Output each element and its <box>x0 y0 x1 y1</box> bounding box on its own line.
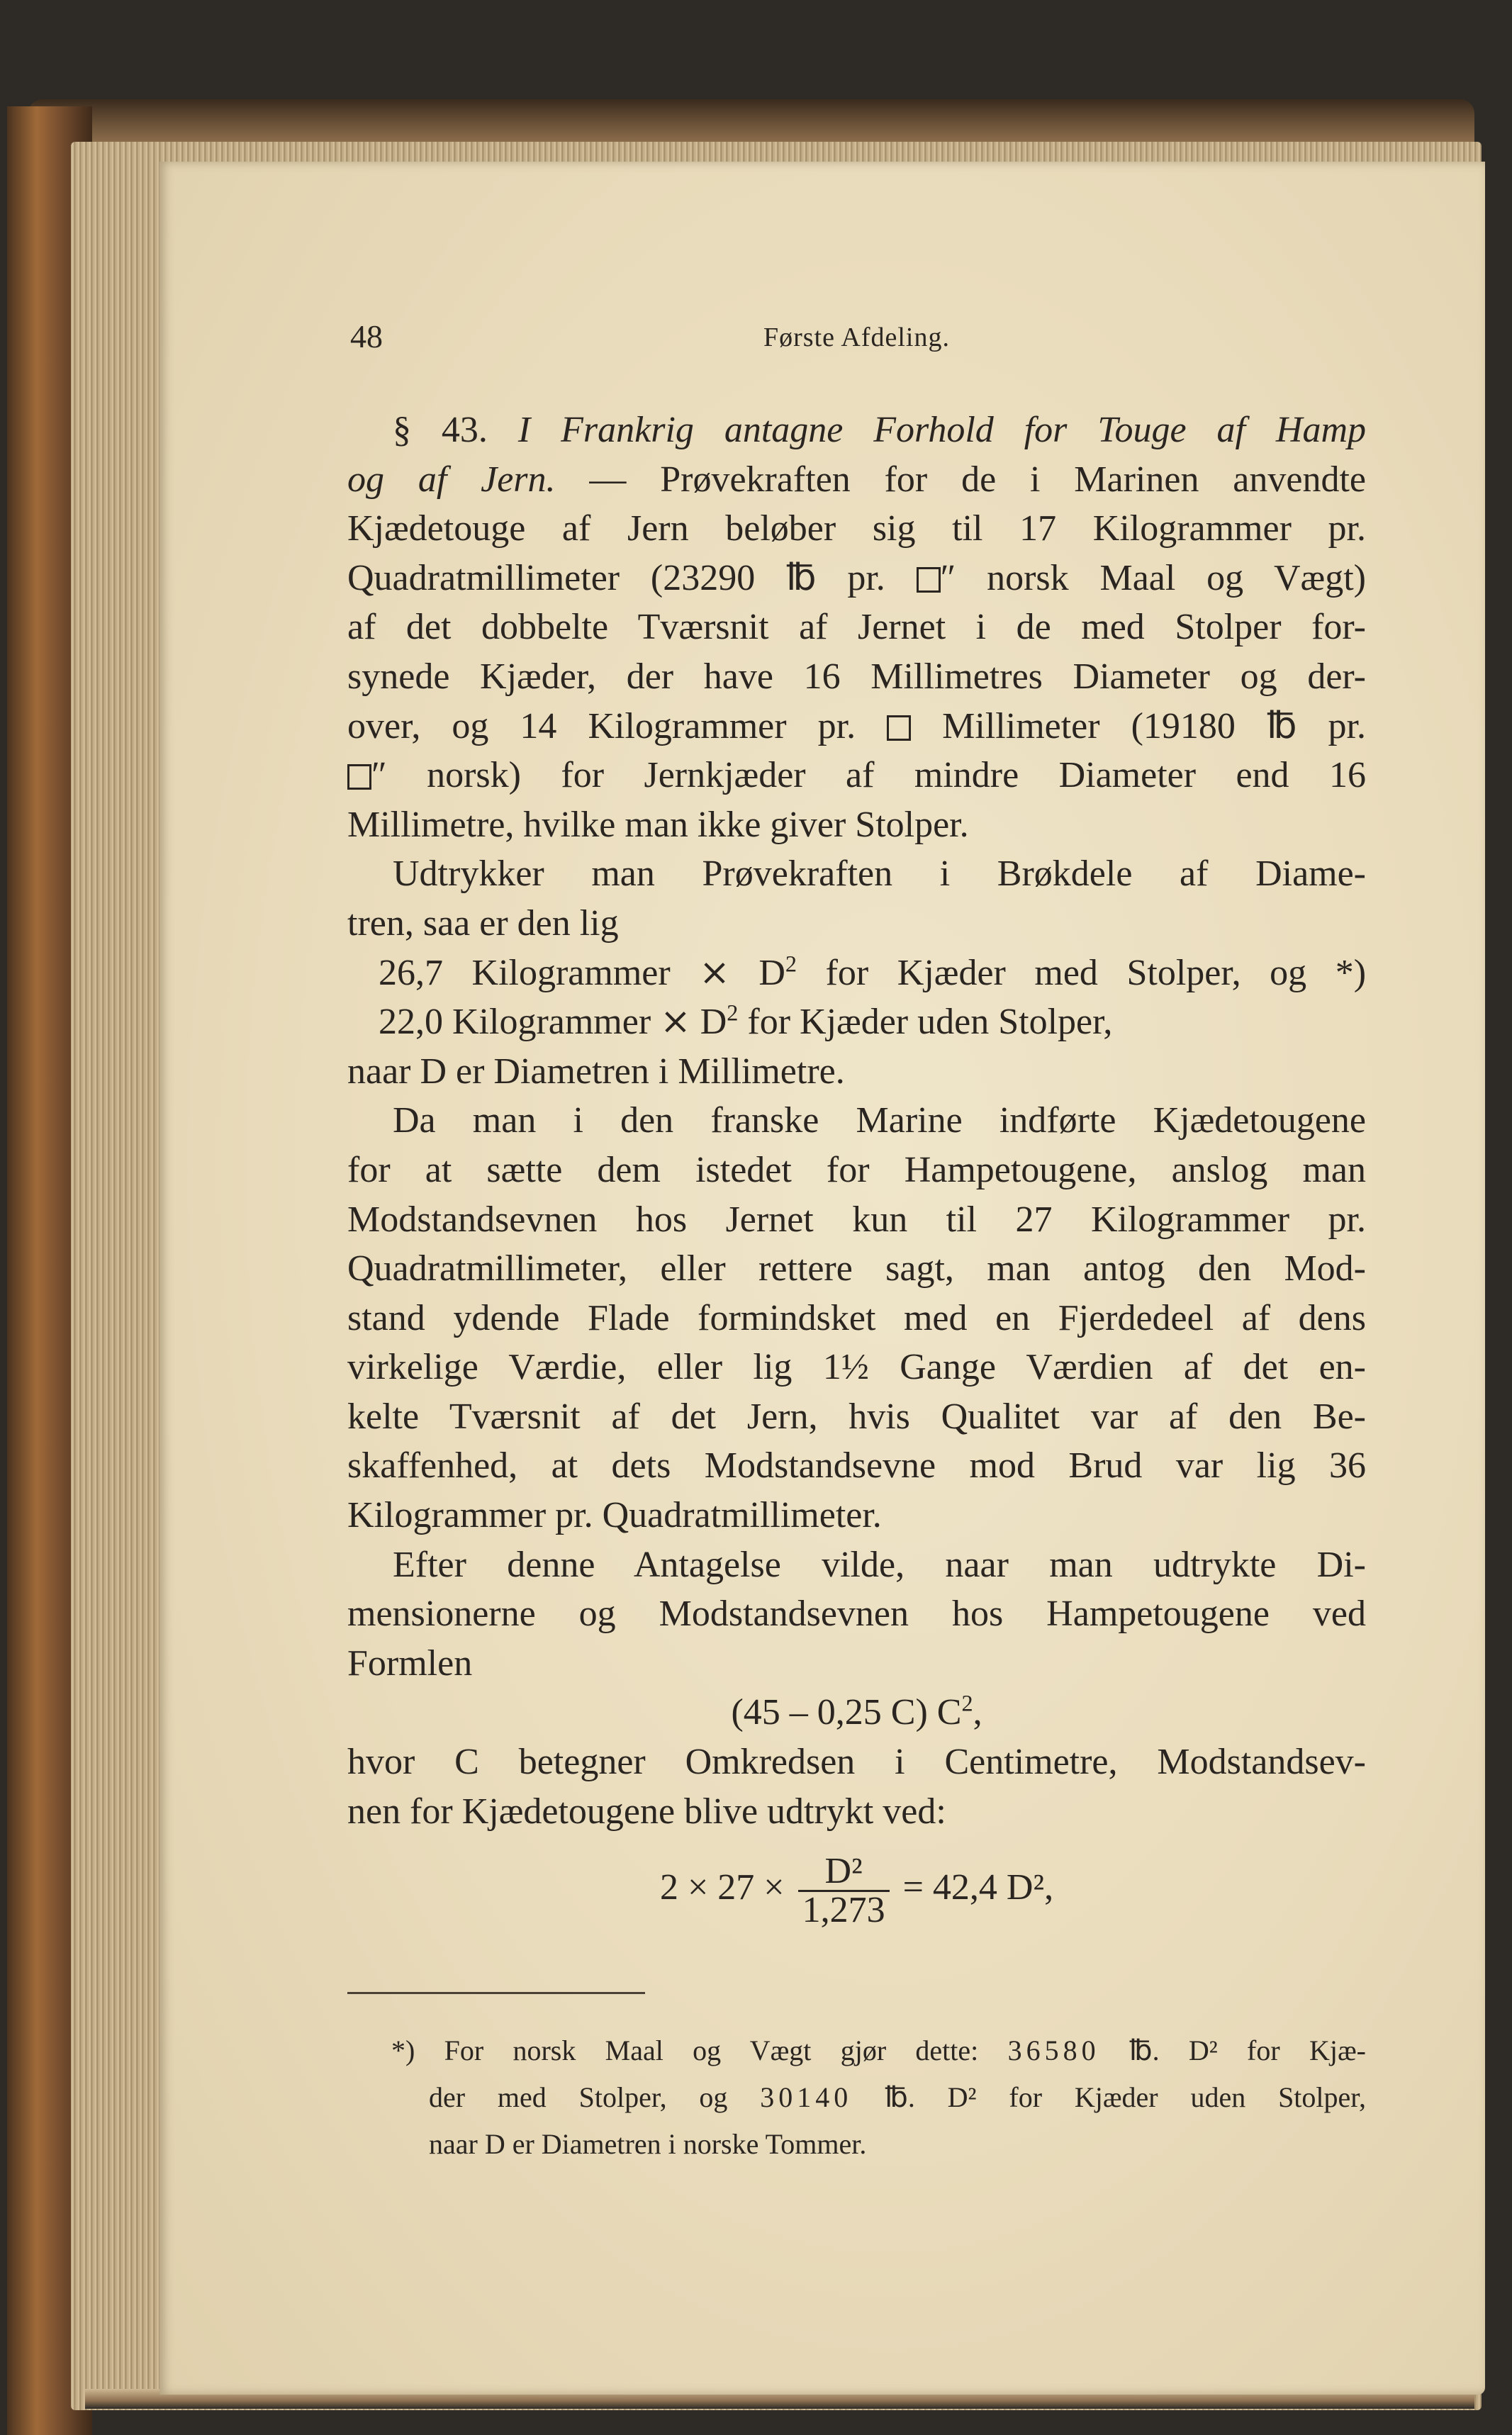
section-heading-line <box>347 405 1366 455</box>
fraction <box>798 1850 890 1930</box>
formula-text: = 42,4 D², <box>902 1867 1054 1908</box>
footnote-line <box>347 2027 1366 2074</box>
text-line: nen for Kjædetougene blive udtrykt ved: <box>347 1791 946 1832</box>
text-line: Formlen <box>347 1642 473 1684</box>
text-fragment: virkelige Værdie, eller lig 1 <box>347 1347 841 1388</box>
text-line: synede Kjæder, der have 16 Millimetres Diameter og der- <box>347 656 1366 697</box>
footnote-marker: *) <box>391 2034 415 2066</box>
text-fragment: 22,0 Kilogrammer <box>379 1002 651 1043</box>
text-line: Udtrykker man Prøvekraften i Brøkdele af Diame- <box>393 853 1366 895</box>
text-fragment: 26,7 Kilogrammer <box>379 952 671 993</box>
text-fragment: for Kjæder med Stolper, og *) <box>825 952 1367 993</box>
running-head <box>347 312 1366 369</box>
formula-chain-rope <box>347 1849 1366 1929</box>
text-line: kelte Tværsnit af det Jern, hvis Qualitet var af den Be- <box>347 1396 1366 1437</box>
formula-line-without-stolper <box>347 997 1366 1047</box>
text-line: Kjædetouge af Jern beløber sig til 17 Kilogrammer pr. <box>347 508 1366 549</box>
text-fragment: der med Stolper, og <box>429 2081 728 2113</box>
text-fragment: over, og 14 Kilogrammer pr. <box>347 705 856 746</box>
text-line: af det dobbelte Tværsnit af Jernet i de med Stolper for- <box>347 607 1366 648</box>
text-fragment: ℔. D² for Kjæder uden Stolper, <box>885 2081 1367 2113</box>
square-symbol-icon <box>347 764 371 790</box>
text-line <box>347 702 1366 751</box>
text-line: mensionerne og Modstandsevnen hos Hampetougene ved <box>347 1594 1366 1635</box>
multiply-symbol: ⨯ <box>660 1002 691 1043</box>
square-symbol-icon <box>887 715 911 741</box>
footnote-line: naar D er Diametren i norske Tommer. <box>429 2128 867 2160</box>
page-number: 48 <box>350 318 383 354</box>
text-line: hvor C betegner Omkredsen i Centimetre, Modstandsev- <box>347 1742 1366 1783</box>
text-fragment: ″ norsk Maal og Vægt) <box>940 557 1366 598</box>
text-line <box>347 751 1366 800</box>
text-fragment: Gange Værdien af det en- <box>900 1347 1366 1388</box>
text-fragment: D <box>758 952 785 993</box>
text-fragment: — Prøvekraften for de i Marinen anvendte <box>589 459 1366 500</box>
exponent: 2 <box>727 1000 739 1026</box>
section-title-continued: og af Jern. <box>347 459 556 500</box>
text-fragment: D <box>700 1002 727 1043</box>
formula-hemp-rope <box>347 1688 1366 1737</box>
text-line: skaffenhed, at dets Modstandsevne mod Brud var lig 36 <box>347 1445 1366 1487</box>
exponent: 2 <box>961 1691 973 1717</box>
text-fragment: ℔. D² for Kjæ- <box>1129 2034 1366 2066</box>
square-symbol-icon <box>917 567 941 593</box>
number-value: 30140 <box>760 2081 853 2113</box>
text-line: stand ydende Flade formindsket med en Fjerdedeel af dens <box>347 1297 1366 1338</box>
text-line: Efter denne Antagelse vilde, naar man udtrykte Di- <box>393 1544 1366 1585</box>
text-fragment: for Kjæder uden Stolper, <box>747 1002 1113 1043</box>
body-text <box>347 405 1366 1929</box>
text-line <box>347 554 1366 603</box>
running-title: Første Afdeling. <box>763 323 950 352</box>
formula-line-with-stolper <box>347 948 1366 998</box>
fraction-denominator: 1,273 <box>802 1889 885 1930</box>
text-line: Millimetre, hvilke man ikke giver Stolper. <box>347 804 969 845</box>
text-fragment: ″ norsk) for Jernkjæder af mindre Diameter end 16 <box>371 755 1366 796</box>
text-fragment: Millimeter (19180 ℔ pr. <box>942 705 1366 746</box>
number-value: 36580 <box>1007 2034 1100 2066</box>
text-line: Quadratmillimeter, eller rettere sagt, man antog den Mod- <box>347 1248 1366 1289</box>
text-line <box>347 1343 1366 1392</box>
footnote-divider <box>347 1992 645 1994</box>
formula-text: 2 × 27 × <box>659 1867 785 1908</box>
text-fragment: Quadratmillimeter (23290 ℔ pr. <box>347 557 885 598</box>
footnote <box>347 2027 1366 2168</box>
formula-text: (45 – 0,25 C) C <box>731 1692 962 1733</box>
formula-text: , <box>973 1692 982 1733</box>
text-line: for at sætte dem istedet for Hampetougene, anslog man <box>347 1149 1366 1190</box>
fraction-half: ½ <box>841 1347 869 1388</box>
text-line: naar D er Diametren i Millimetre. <box>347 1051 845 1092</box>
text-line <box>347 455 1366 505</box>
section-title: I Frankrig antagne Forhold for Touge af Hamp <box>517 410 1367 450</box>
text-line: tren, saa er den lig <box>347 902 619 944</box>
fraction-numerator: D² <box>798 1853 890 1892</box>
text-line: Da man i den franske Marine indførte Kjædetougene <box>393 1100 1366 1141</box>
multiply-symbol: ⨯ <box>699 952 730 993</box>
exponent: 2 <box>785 951 797 977</box>
footnote-line <box>347 2074 1366 2121</box>
text-line: Kilogrammer pr. Quadratmillimeter. <box>347 1495 882 1536</box>
text-fragment: For norsk Maal og Vægt gjør dette: <box>444 2034 979 2066</box>
section-number: § 43. <box>393 410 488 450</box>
text-line: Modstandsevnen hos Jernet kun til 27 Kilogrammer pr. <box>347 1199 1366 1240</box>
